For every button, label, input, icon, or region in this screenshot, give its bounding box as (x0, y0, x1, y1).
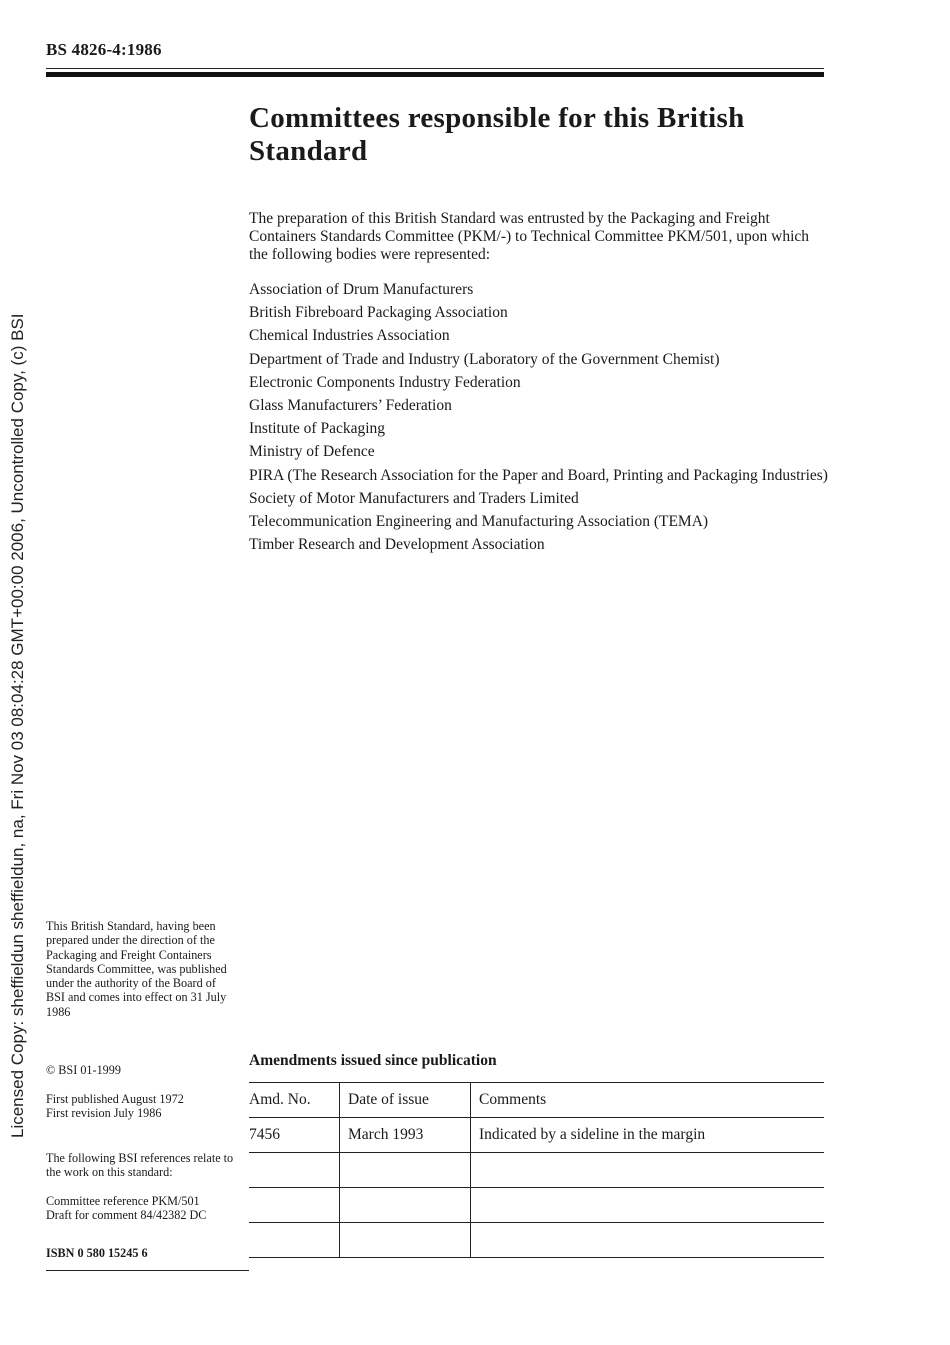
header-rule-thin (46, 68, 824, 69)
first-published: First published August 1972 (46, 1092, 184, 1106)
isbn: ISBN 0 580 15245 6 (46, 1246, 148, 1260)
list-item: Ministry of Defence (249, 443, 375, 461)
table-row (249, 1118, 824, 1153)
list-item: Institute of Packaging (249, 420, 386, 438)
header-rule-thick (46, 72, 824, 77)
list-item: British Fibreboard Packaging Association (249, 304, 508, 322)
table-row (249, 1223, 824, 1258)
list-item: Society of Motor Manufacturers and Traders Limited (249, 489, 579, 507)
list-item: PIRA (The Research Association for the Paper and Board, Printing and Packaging Industries) (249, 466, 828, 484)
table-cell: Indicated by a sideline in the margin (471, 1118, 825, 1153)
publication-note: This British Standard, having been prepared under the direction of the Packaging and Freight Containers Standards Committee, was published under the authority of the Board of BSI and comes into effect on 31 July 1986 (46, 919, 227, 1019)
list-item: Telecommunication Engineering and Manufacturing Association (TEMA) (249, 512, 709, 530)
table-cell (249, 1188, 340, 1223)
document-code: BS 4826-4:1986 (46, 40, 162, 59)
table-cell: March 1993 (340, 1118, 471, 1153)
table-cell (340, 1188, 471, 1223)
table-cell (471, 1153, 825, 1188)
list-item: Department of Trade and Industry (Laboratory of the Government Chemist) (249, 350, 720, 368)
license-watermark: Licensed Copy: sheffieldun sheffieldun, na, Fri Nov 03 08:04:28 GMT+00:00 2006, Uncontrolled Copy, (c) BSI (8, 313, 27, 1138)
table-cell (471, 1188, 825, 1223)
table-cell (249, 1153, 340, 1188)
committee-reference: Committee reference PKM/501 (46, 1194, 200, 1208)
copyright-note: © BSI 01-1999 (46, 1063, 121, 1077)
table-header-row (249, 1083, 824, 1118)
draft-reference: Draft for comment 84/42382 DC (46, 1208, 207, 1222)
amendments-title: Amendments issued since publication (249, 1052, 497, 1069)
list-item: Association of Drum Manufacturers (249, 281, 474, 298)
page-title: Committees responsible for this British Standard (249, 102, 745, 167)
footer-rule (46, 1270, 249, 1271)
references-intro: The following BSI references relate to the work on this standard: (46, 1151, 234, 1180)
list-item: Timber Research and Development Association (249, 536, 545, 554)
column-header: Date of issue (340, 1083, 471, 1118)
table-cell (340, 1223, 471, 1258)
list-item: Electronic Components Industry Federation (249, 373, 521, 391)
column-header: Comments (471, 1083, 825, 1118)
first-revision: First revision July 1986 (46, 1106, 162, 1120)
table-cell (471, 1223, 825, 1258)
table-row (249, 1188, 824, 1223)
table-cell: 7456 (249, 1118, 340, 1153)
represented-bodies-list (249, 281, 829, 559)
list-item: Chemical Industries Association (249, 327, 450, 345)
intro-paragraph: The preparation of this British Standard was entrusted by the Packaging and Freight Containers Standards Committee (PKM/-) to Technical Committee PKM/501, upon which the following bodies were represented: (249, 210, 810, 263)
table-cell (340, 1153, 471, 1188)
list-item: Glass Manufacturers’ Federation (249, 396, 452, 414)
table-cell (249, 1223, 340, 1258)
column-header: Amd. No. (249, 1083, 340, 1118)
amendments-table (249, 1082, 824, 1258)
table-row (249, 1153, 824, 1188)
